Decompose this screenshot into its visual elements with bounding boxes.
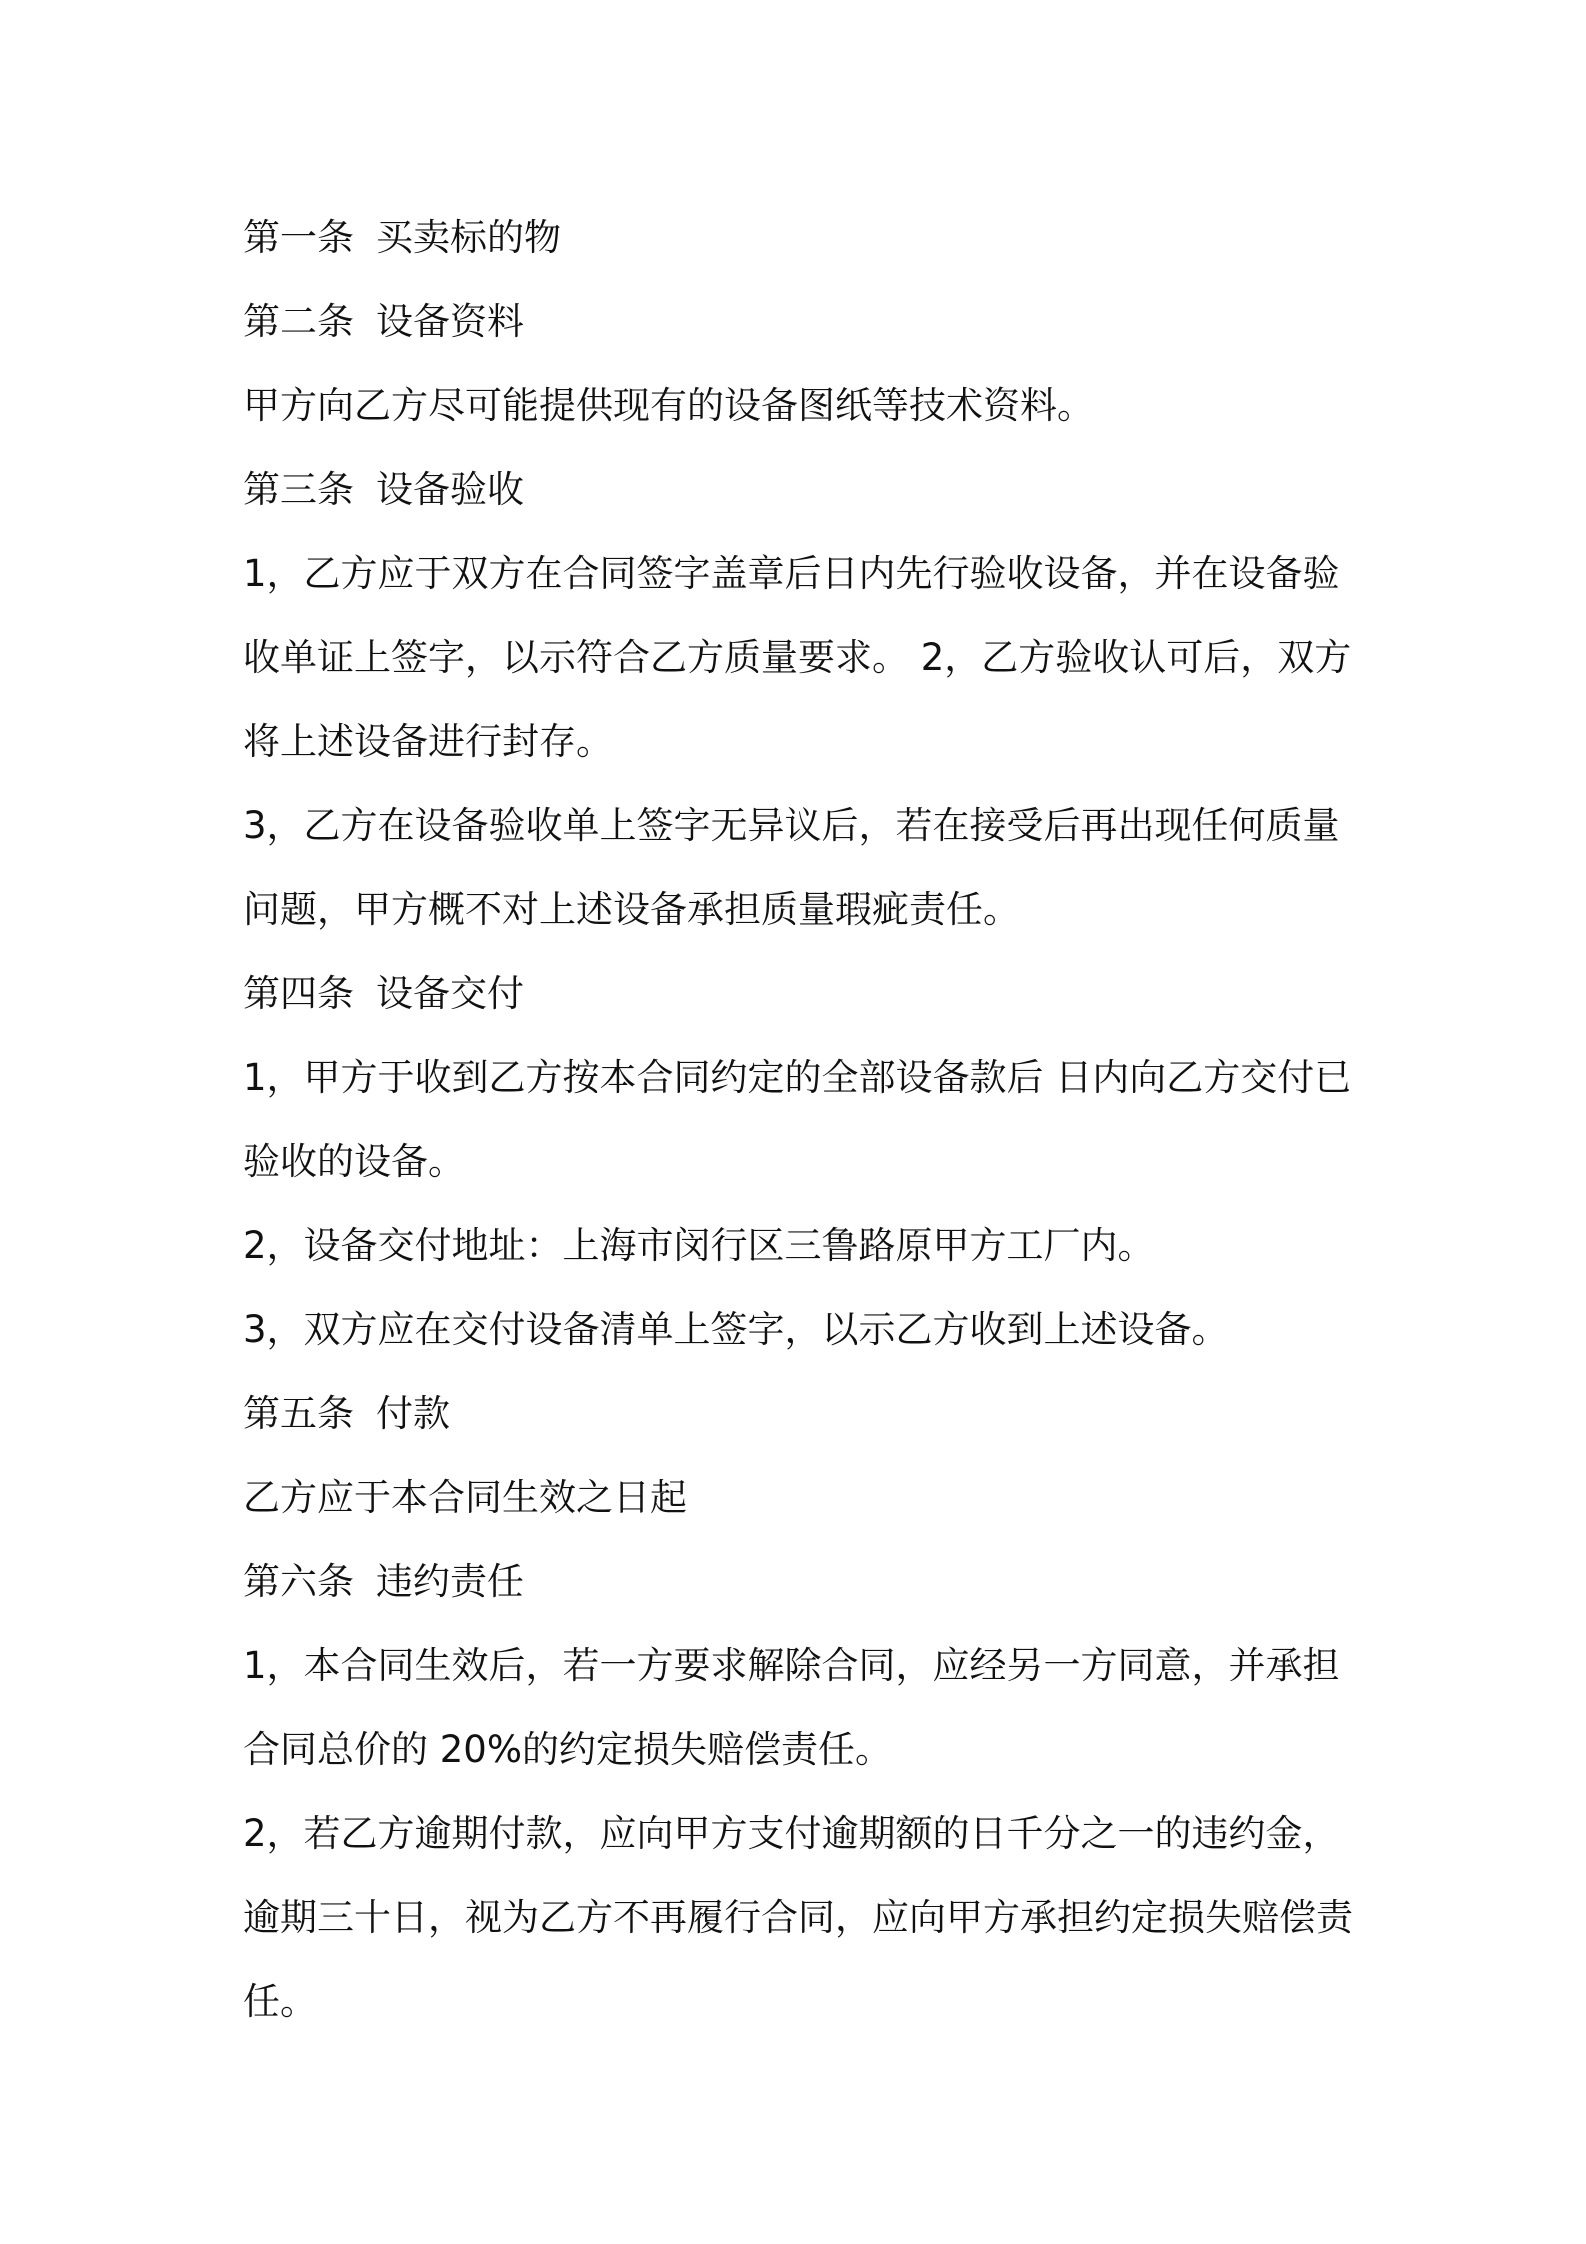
paragraph-text: 2，设备交付地址：上海市闵行区三鲁路原甲方工厂内。 [243,1224,1155,1267]
article-number: 第六条 [243,1560,354,1603]
article-5-heading [243,1372,1363,1456]
article-title: 设备资料 [376,300,524,343]
paragraph-text: 3，乙方在设备验收单上签字无异议后，若在接受后再出现任何质量问题，甲方概不对上述设备承担质量瑕疵责任。 [243,804,1340,931]
article-number: 第五条 [243,1392,354,1435]
paragraph-text: 1，本合同生效后，若一方要求解除合同，应经另一方同意，并承担合同总价的 20%的约定损失赔偿责任。 [243,1644,1340,1771]
paragraph-text: 1，甲方于收到乙方按本合同约定的全部设备款后 日内向乙方交付已验收的设备。 [243,1056,1352,1183]
article-title: 设备验收 [376,468,524,511]
paragraph-text: 1，乙方应于双方在合同签字盖章后日内先行验收设备，并在设备验收单证上签字，以示符合乙方质量要求。 2，乙方验收认可后，双方将上述设备进行封存。 [243,552,1352,763]
article-1-heading [243,196,1363,280]
paragraph-text: 乙方应于本合同生效之日起 [243,1476,687,1519]
article-4-heading [243,952,1363,1036]
article-title: 买卖标的物 [376,216,561,259]
article-2-heading [243,280,1363,364]
article-6-heading [243,1540,1363,1624]
article-number: 第二条 [243,300,354,343]
paragraph-text: 甲方向乙方尽可能提供现有的设备图纸等技术资料。 [243,384,1094,427]
paragraph-text: 2，若乙方逾期付款，应向甲方支付逾期额的日千分之一的违约金，逾期三十日，视为乙方不再履行合同，应向甲方承担约定损失赔偿责任。 [243,1812,1353,2023]
article-title: 设备交付 [376,972,524,1015]
article-number: 第三条 [243,468,354,511]
article-number: 第一条 [243,216,354,259]
contract-body [243,196,1363,2044]
paragraph-text: 3，双方应在交付设备清单上签字，以示乙方收到上述设备。 [243,1308,1229,1351]
article-3-heading [243,448,1363,532]
article-title: 付款 [376,1392,450,1435]
article-title: 违约责任 [376,1560,524,1603]
article-number: 第四条 [243,972,354,1015]
